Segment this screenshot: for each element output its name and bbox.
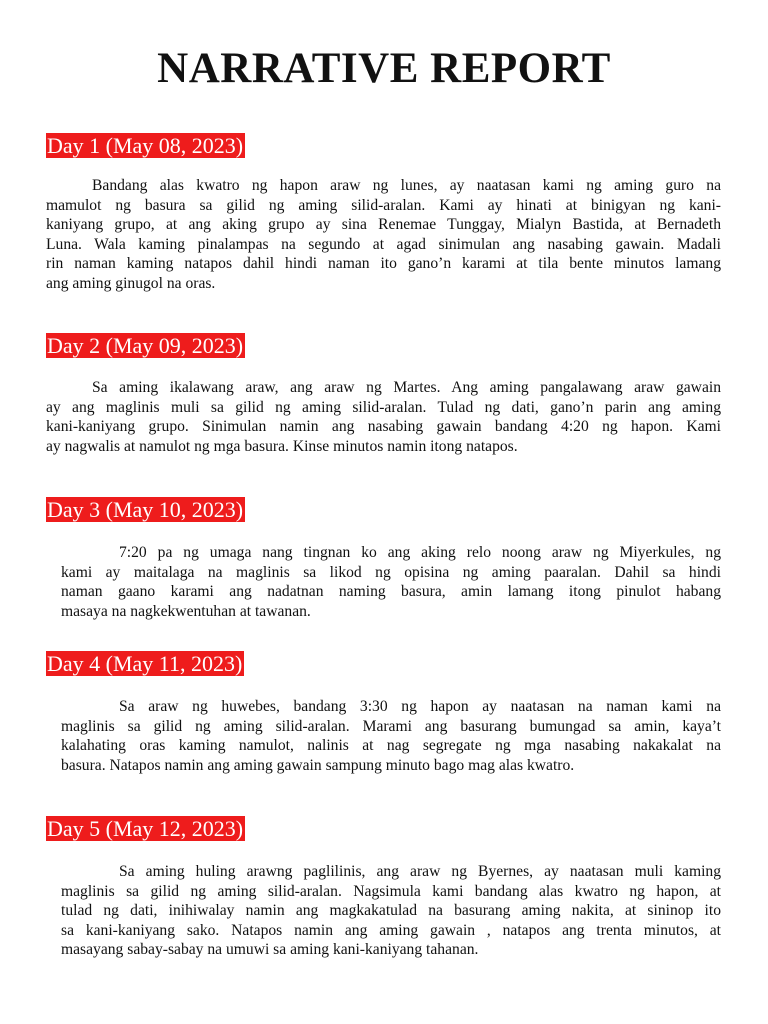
paragraph-line: basura. Natapos namin ang aming gawain sampung minuto bago mag alas kwatro. bbox=[61, 756, 575, 774]
day-4-heading: Day 4 (May 11, 2023) bbox=[47, 651, 243, 676]
paragraph-line: maglinis sa gilid ng aming silid-aralan. Marami ang basurang bumungad sa amin, kaya’t bbox=[61, 717, 721, 735]
paragraph-line: tulad ng dati, inihiwalay namin ang magkakatulad na basurang aming nakita, at sininop ito bbox=[61, 902, 721, 920]
report-title: NARRATIVE REPORT bbox=[157, 45, 611, 92]
paragraph-line: Sa aming ikalawang araw, ang araw ng Martes. Ang aming pangalawang araw gawain bbox=[92, 379, 721, 396]
paragraph-line: Luna. Wala kaming pinalampas na segundo at agad sinimulan ang nasabing gawain. Madali bbox=[46, 235, 721, 253]
paragraph-line: masaya na nagkekwentuhan at tawanan. bbox=[61, 602, 311, 620]
day-4-paragraph bbox=[61, 697, 721, 775]
day-1-heading: Day 1 (May 08, 2023) bbox=[47, 133, 244, 158]
paragraph-line: kalahating oras kaming namulot, nalinis at nag segregate ng mga nasabing nakakalat na bbox=[61, 737, 721, 755]
paragraph-line: kami ay maitalaga na maglinis sa likod ng opisina ng aming paaralan. Dahil sa hindi bbox=[61, 563, 721, 581]
paragraph-line: naman gaano karami ang nadatnan naming basura, amin lamang itong pinulot habang bbox=[61, 583, 721, 601]
paragraph-line: Sa araw ng huwebes, bandang 3:30 ng hapon ay naatasan na naman kami na bbox=[119, 698, 721, 715]
day-2-heading: Day 2 (May 09, 2023) bbox=[47, 333, 244, 358]
day-2-paragraph bbox=[46, 378, 721, 456]
paragraph-line: rin naman kaming natapos dahil hindi naman ito gano’n karami at tila bente minutos lamang bbox=[46, 255, 721, 273]
paragraph-line: Sa aming huling arawng paglilinis, ang araw ng Byernes, ay naatasan muli kaming bbox=[119, 863, 721, 880]
paragraph-line: kani-kaniyang grupo. Sinimulan namin ang nasabing gawain bandang 4:20 ng hapon. Kami bbox=[46, 418, 721, 436]
paragraph-line: sa kani-kaniyang sako. Natapos namin ang aming gawain , natapos ang trenta minutos, at bbox=[61, 921, 721, 939]
day-3-paragraph bbox=[61, 543, 721, 621]
paragraph-line: maglinis sa gilid ng aming silid-aralan. Nagsimula kami bandang alas kwatro ng hapon, at bbox=[61, 882, 721, 900]
day-5-heading: Day 5 (May 12, 2023) bbox=[47, 816, 244, 841]
paragraph-line: Bandang alas kwatro ng hapon araw ng lunes, ay naatasan kami ng aming guro na bbox=[92, 177, 721, 194]
paragraph-line: 7:20 pa ng umaga nang tingnan ko ang aking relo noong araw ng Miyerkules, ng bbox=[119, 544, 721, 561]
paragraph-line: ang aming ginugol na oras. bbox=[46, 274, 216, 292]
day-5-paragraph bbox=[61, 862, 721, 960]
day-3-heading: Day 3 (May 10, 2023) bbox=[47, 497, 244, 522]
paragraph-line: mamulot ng basura sa gilid ng aming silid-aralan. Kami ay hinati at binigyan ng kani- bbox=[46, 196, 721, 214]
paragraph-line: kaniyang grupo, at ang aking grupo ay sina Renemae Tunggay, Mialyn Bastida, at Bernadeth bbox=[46, 216, 721, 234]
paragraph-line: masayang sabay-sabay na umuwi sa aming kani-kaniyang tahanan. bbox=[61, 941, 479, 959]
day-1-paragraph bbox=[46, 176, 721, 294]
paragraph-line: ay ang maglinis muli sa gilid ng aming silid-aralan. Tulad ng dati, gano’n parin ang aming bbox=[46, 398, 721, 416]
paragraph-line: ay nagwalis at namulot ng mga basura. Kinse minutos namin itong natapos. bbox=[46, 437, 518, 455]
